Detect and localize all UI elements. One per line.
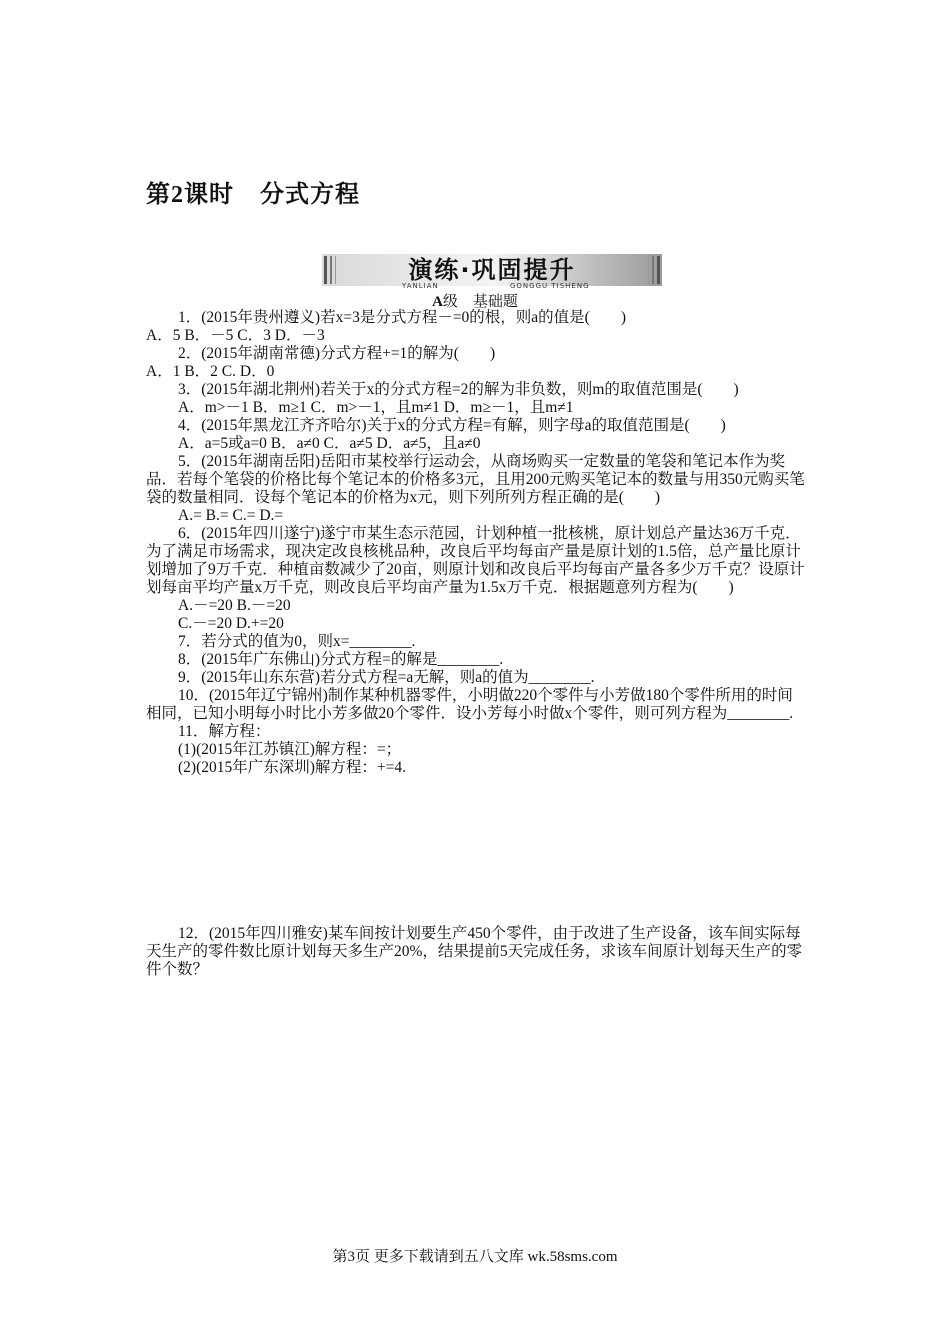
question-6: 6．(2015年四川遂宁)遂宁市某生态示范园，计划种植一批核桃，原计划总产量达36万千克．为了满足市场需求，现决定改良核桃品种，改良后平均每亩产量是原计划的1.5倍，总产量比原计划增加了9万千克．种植亩数减少了20亩，则原计划和改良后平均每亩产量各多少万千克？设原计划每亩平均产量x万千克，则改良后平均亩产量为1.5x万千克．根据题意列方程为( ) xyxy=(146,525,805,596)
question-12: 12．(2015年四川雅安)某车间按计划要生产450个零件，由于改进了生产设备，该车间实际每天生产的零件数比原计划每天多生产20%，结果提前5天完成任务，求该车间原计划每天生产的零件个数？ xyxy=(146,925,803,978)
lesson-topic: 分式方程 xyxy=(260,182,360,208)
banner-pinyin-right: GONGGU TISHENG xyxy=(510,282,590,290)
question-2: 2．(2015年湖南常德)分式方程+=1的解为( ) xyxy=(178,345,496,362)
section-banner xyxy=(322,254,662,290)
question-1-options: A．5 B．－5 C．3 D．－3 xyxy=(146,327,325,344)
question-4: 4．(2015年黑龙江齐齐哈尔)关于x的分式方程=有解，则字母a的取值范围是( ) xyxy=(178,417,726,434)
difficulty-level xyxy=(0,290,950,311)
question-3-options: A．m>－1 B．m≥1 C．m>－1，且m≠1 D．m≥－1，且m≠1 xyxy=(178,399,574,416)
question-6-options-cd: C.－=20 D.+=20 xyxy=(178,615,284,632)
question-11-part-2: (2)(2015年广东深圳)解方程：+=4. xyxy=(178,759,407,776)
question-7: 7．若分式的值为0，则x=________. xyxy=(178,633,416,650)
question-9: 9．(2015年山东东营)若分式方程=a无解，则a的值为________. xyxy=(178,669,595,686)
question-2-options: A．1 B．2 C. D．0 xyxy=(146,363,275,380)
question-11-part-1: (1)(2015年江苏镇江)解方程：=； xyxy=(178,741,402,758)
question-5: 5．(2015年湖南岳阳)岳阳市某校举行运动会，从商场购买一定数量的笔袋和笔记本作为奖品．若每个笔袋的价格比每个笔记本的价格多3元，且用200元购买笔记本的数量与用350元购买笔袋的数量相同．设每个笔记本的价格为x元，则下列所列方程正确的是( ) xyxy=(146,453,805,506)
question-11: 11．解方程： xyxy=(178,723,271,740)
question-1: 1．(2015年贵州遵义)若x=3是分式方程－=0的根，则a的值是( ) xyxy=(178,309,627,326)
question-6-options-ab: A.－=20 B.－=20 xyxy=(178,597,291,614)
banner-title: 演练·巩固提升 xyxy=(408,256,576,284)
question-4-options: A．a=5或a=0 B．a≠0 C．a≠5 D．a≠5，且a≠0 xyxy=(178,435,481,452)
answer-space xyxy=(146,777,806,925)
level-grade: A xyxy=(432,294,443,310)
question-5-options: A.= B.= C.= D.= xyxy=(178,507,284,524)
page-footer: 第3页 更多下载请到五八文库 wk.58sms.com xyxy=(332,1249,618,1265)
lesson-number: 第2课时 xyxy=(146,182,234,208)
question-10: 10．(2015年辽宁锦州)制作某种机器零件，小明做220个零件与小芳做180个零件所用的时间相同，已知小明每小时比小芳多做20个零件．设小芳每小时做x个零件，则可列方程为________. xyxy=(146,687,794,722)
level-label: 级 基础题 xyxy=(442,294,518,310)
exercise-list xyxy=(146,309,806,979)
question-8: 8．(2015年广东佛山)分式方程=的解是________. xyxy=(178,651,504,668)
banner-pinyin-left: YANLIAN xyxy=(402,282,439,290)
question-3: 3．(2015年湖北荆州)若关于x的分式方程=2的解为非负数，则m的取值范围是( ) xyxy=(178,381,739,398)
page-title xyxy=(146,174,360,209)
